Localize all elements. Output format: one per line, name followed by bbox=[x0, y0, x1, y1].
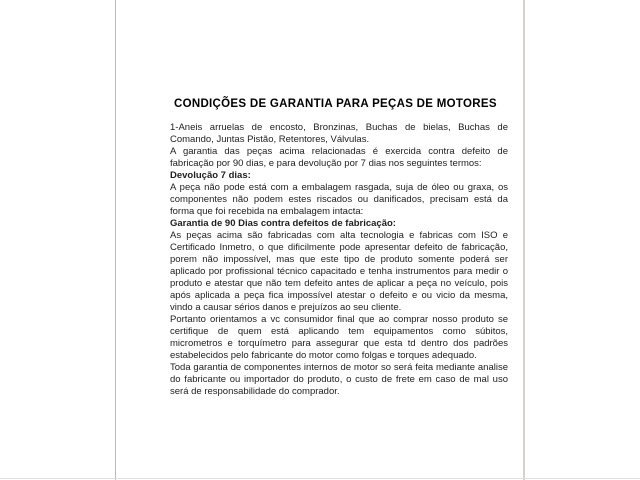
page-left-rule bbox=[115, 0, 116, 480]
document-title: CONDIÇÕES DE GARANTIA PARA PEÇAS DE MOTORES bbox=[174, 98, 497, 110]
warranty-document bbox=[170, 97, 508, 398]
parts-list-paragraph: 1-Aneis arruelas de encosto, Bronzinas, Buchas de bielas, Buchas de Comando, Juntas Pistão, Retentores, Válvulas. bbox=[170, 122, 508, 145]
section-garantia-paragraph-2: Portanto orientamos a vc consumidor final que ao comprar nosso produto se certifique de quem está aplicando tem equipamentos como súbitos, micrometros e torquímetro para assegurar que esta td dentro dos padrões estabelecidos pelo fabricante do motor como folgas e torques adequado. bbox=[170, 314, 508, 361]
section-garantia-paragraph-1: As peças acima são fabricadas com alta tecnologia e fabricas com ISO e Certificado Inmetro, o que dificilmente pode apresentar defeito de fabricação, porem não impossível, mas que este tipo de produto somente poderá ser aplicado por profissional técnico capacitado e tenha instrumentos para medir o produto e atestar que não tem defeito antes de aplicar a peça no veículo, pois após aplicada a peça fica impossível atestar o defeito e ou vicio da mesma, vindo a causar sérios danos e prejuízos ao seu cliente. bbox=[170, 230, 508, 313]
section-heading-devolucao-7-dias: Devolução 7 dias: bbox=[170, 170, 251, 181]
closing-note-paragraph: Toda garantia de componentes internos de motor so será feita mediante analise do fabricante ou importador do produto, o custo de frete em caso de mal uso será de responsabilidade do comprador. bbox=[170, 362, 508, 397]
section-heading-garantia-90-dias: Garantia de 90 Dias contra defeitos de fabricação: bbox=[170, 218, 396, 229]
warranty-summary-paragraph: A garantia das peças acima relacionadas é exercida contra defeito de fabricação por 90 dias, e para devolução por 7 dias nos seguintes termos: bbox=[170, 146, 508, 169]
page-bottom-rule bbox=[0, 478, 640, 479]
page-right-rule bbox=[523, 0, 525, 480]
section-devolucao-paragraph: A peça não pode está com a embalagem rasgada, suja de óleo ou graxa, os componentes não podem estes riscados ou danificados, precisam está da forma que foi recebida na embalagem intacta: bbox=[170, 182, 508, 217]
